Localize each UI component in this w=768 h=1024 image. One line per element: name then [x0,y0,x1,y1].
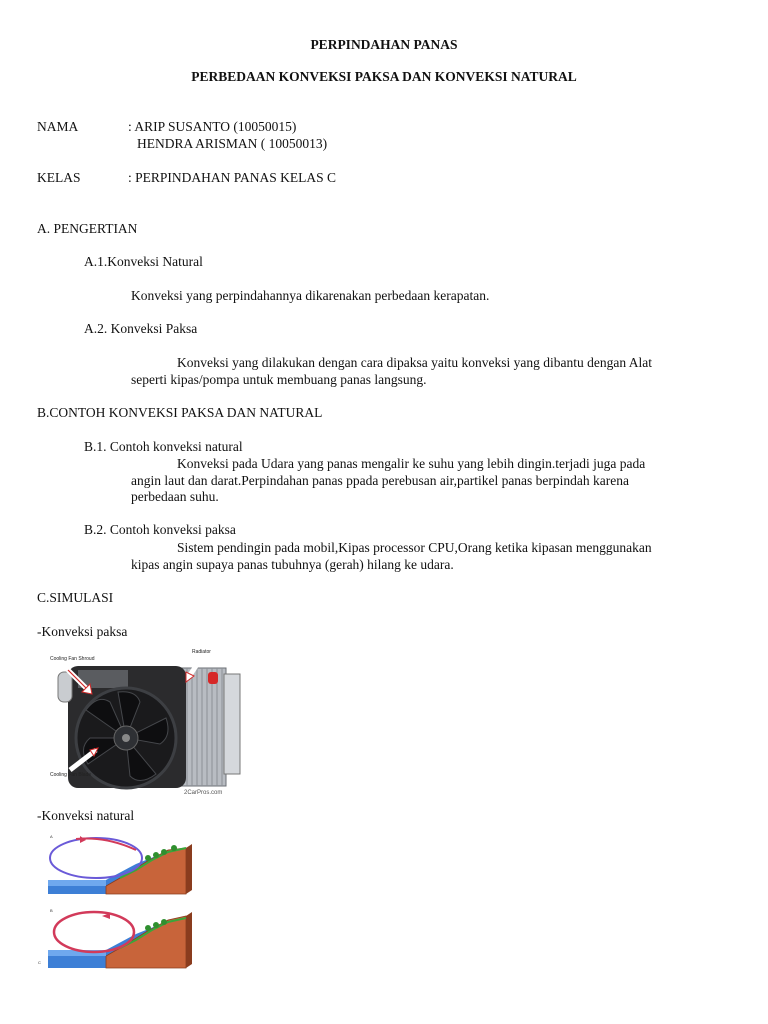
a2-text-line-1: Konveksi yang dilakukan dengan cara dipaksa yaitu konveksi yang dibantu dengan Alat [177,355,652,370]
konveksi-paksa-label: -Konveksi paksa [37,624,128,639]
a1-heading: A.1.Konveksi Natural [84,254,203,269]
radiator-image [48,646,248,798]
diagram-label-b: B [50,908,53,913]
convection-diagram [36,828,192,978]
label-radiator: Radiator [192,649,211,655]
konveksi-natural-label: -Konveksi natural [37,808,135,823]
nama-label: NAMA [37,119,79,134]
b1-text-line-2: angin laut dan darat.Perpindahan panas ppada perebusan air,partikel panas berpindah karena [131,473,630,488]
diagram-label-c: C [38,960,41,965]
kelas-label: KELAS [37,170,81,185]
b2-text-line-1: Sistem pendingin pada mobil,Kipas processor CPU,Orang ketika kipasan menggunakan [177,540,652,555]
a2-heading: A.2. Konveksi Paksa [84,321,198,336]
b1-text-line-1: Konveksi pada Udara yang panas mengalir ke suhu yang lebih dingin.terjadi juga pada [177,456,646,471]
kelas-value: : PERPINDAHAN PANAS KELAS C [128,170,337,185]
nama-value-1: : ARIP SUSANTO (10050015) [128,119,297,134]
page-subtitle: PERBEDAAN KONVEKSI PAKSA DAN KONVEKSI NATURAL [191,69,577,84]
b1-text-line-3: perbedaan suhu. [131,489,219,504]
section-c-heading: C.SIMULASI [37,590,114,605]
section-a-heading: A. PENGERTIAN [37,221,138,236]
radiator-illustration [48,646,248,798]
diagram-label-a: A [50,834,53,839]
a1-text: Konveksi yang perpindahannya dikarenakan perbedaan kerapatan. [131,288,490,303]
section-b-heading: B.CONTOH KONVEKSI PAKSA DAN NATURAL [37,405,323,420]
label-cooling-fan-blade: Cooling Fan Blade [50,772,92,778]
sea-breeze-diagram [36,828,192,978]
b2-text-line-2: kipas angin supaya panas tubuhnya (gerah) hilang ke udara. [131,557,454,572]
page-title: PERPINDAHAN PANAS [310,37,458,52]
nama-value-2: HENDRA ARISMAN ( 10050013) [137,136,328,151]
label-credit: 2CarPros.com [184,790,223,796]
label-cooling-fan-shroud: Cooling Fan Shroud [50,656,95,662]
b1-heading: B.1. Contoh konveksi natural [84,439,243,454]
b2-heading: B.2. Contoh konveksi paksa [84,522,236,537]
a2-text-line-2: seperti kipas/pompa untuk membuang panas langsung. [131,372,427,387]
